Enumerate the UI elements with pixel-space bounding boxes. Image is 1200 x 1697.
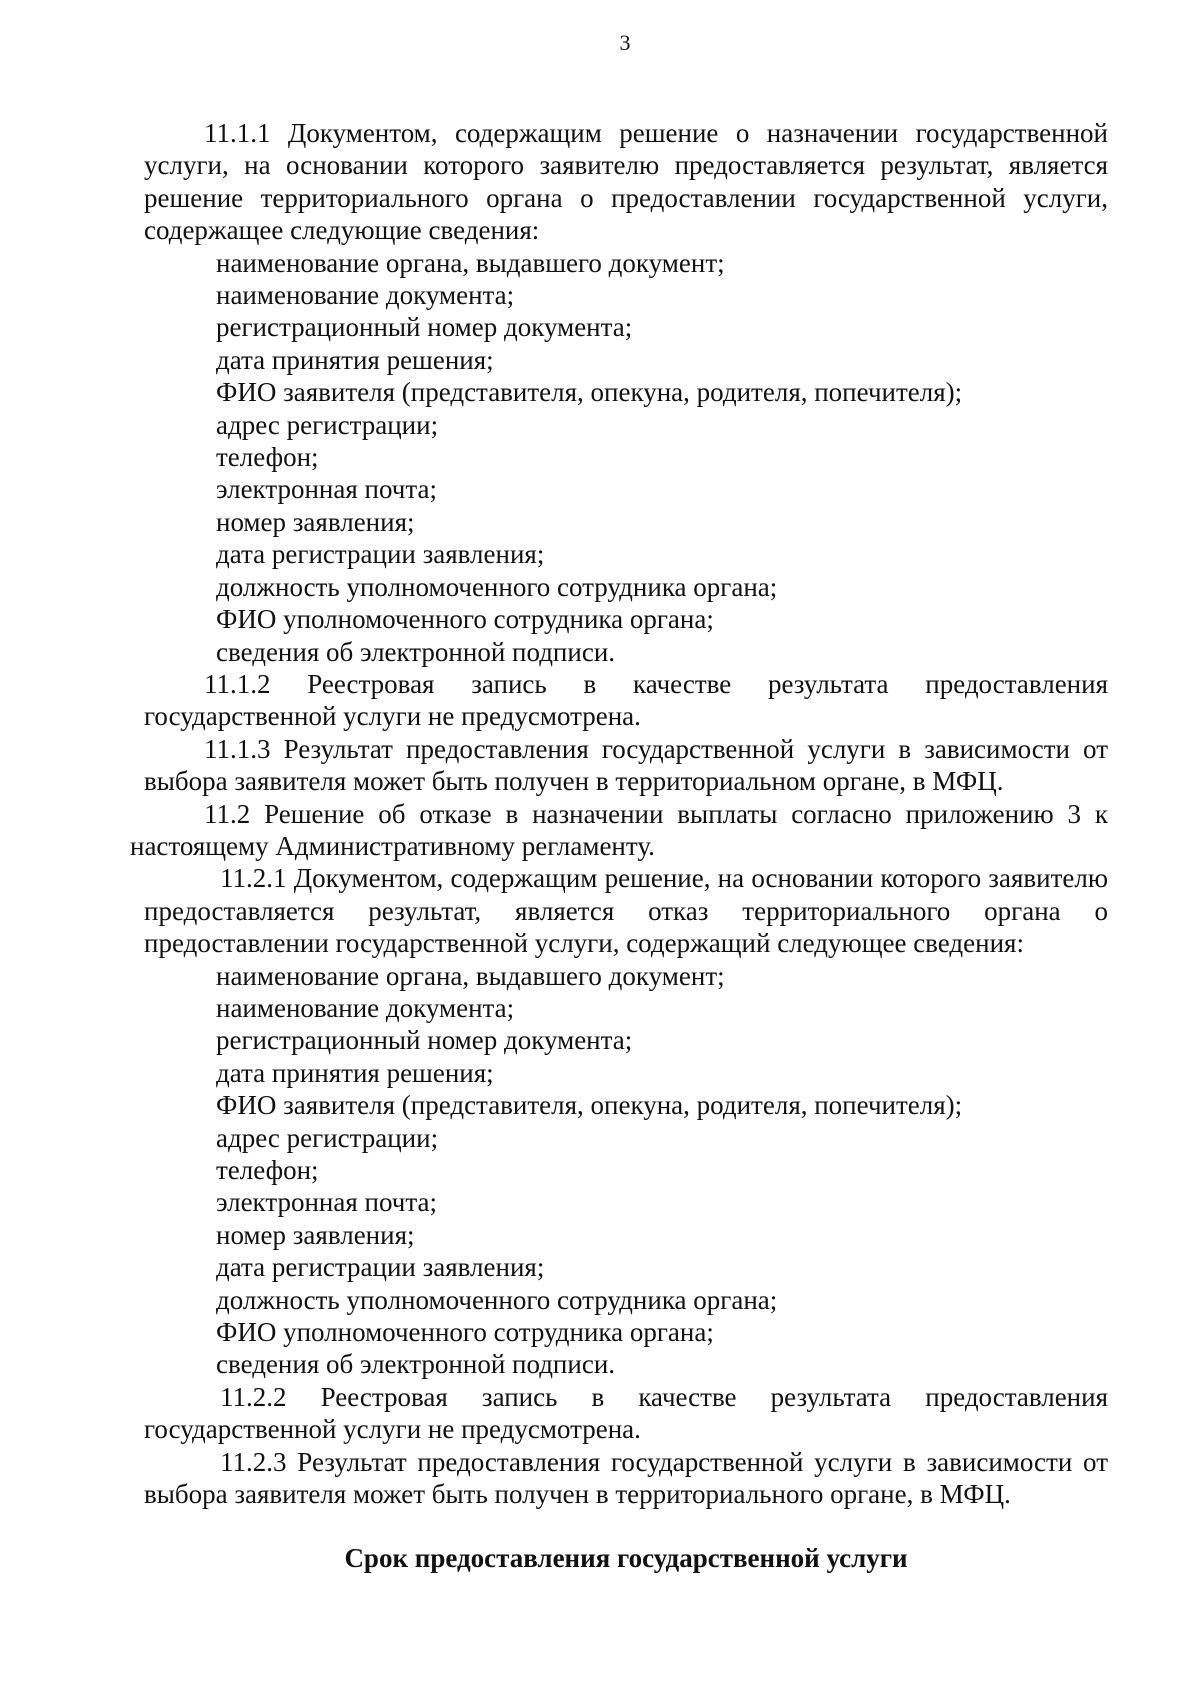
- list-item: дата регистрации заявления;: [216, 1252, 545, 1283]
- list-item: наименование органа, выдавшего документ;: [216, 960, 725, 991]
- paragraph-11-1-1: 11.1.1 Документом, содержащим решение о назначении государственной услуги, на основании которого заявителю предоставляется результат, является решение территориального органа о предоставлении государственной услуги, содержащее следующие сведения:: [144, 118, 1108, 246]
- list-item: дата принятия решения;: [216, 344, 494, 375]
- list-item: номер заявления;: [216, 1219, 415, 1250]
- list-item: наименование документа;: [216, 280, 515, 311]
- list-item: дата принятия решения;: [216, 1057, 494, 1088]
- paragraph-11-2: 11.2 Решение об отказе в назначении выплаты согласно приложению 3 к настоящему Административному регламенту.: [130, 798, 1108, 861]
- paragraph-11-1-2: 11.1.2 Реестровая запись в качестве результата предоставления государственной услуги не предусмотрена.: [144, 668, 1108, 732]
- list-item: телефон;: [216, 442, 319, 473]
- list-item: адрес регистрации;: [216, 409, 439, 440]
- list-item: телефон;: [216, 1155, 319, 1185]
- details-list-refusal: [144, 960, 1108, 1381]
- list-item: регистрационный номер документа;: [216, 312, 633, 343]
- page-number: 3: [619, 30, 631, 55]
- paragraph-11-2-1: 11.2.1 Документом, содержащим решение, на основании которого заявителю предоставляется результат, является отказ территориального органа о предоставлении государственной услуги, содержащий следующее сведения:: [144, 863, 1108, 959]
- list-item: ФИО уполномоченного сотрудника органа;: [216, 1317, 714, 1348]
- list-item: регистрационный номер документа;: [216, 1025, 633, 1056]
- list-item: ФИО заявителя (представителя, опекуна, родителя, попечителя);: [216, 1090, 963, 1121]
- list-item: наименование органа, выдавшего документ;: [216, 247, 725, 278]
- document-body: [130, 117, 1108, 1575]
- details-list-decision: [144, 247, 1108, 668]
- list-item: сведения об электронной подписи.: [216, 1349, 616, 1380]
- list-item: должность уполномоченного сотрудника органа;: [216, 571, 778, 602]
- section-heading: Срок предоставления государственной услуги: [344, 1543, 908, 1574]
- list-item: электронная почта;: [216, 474, 437, 505]
- list-item: ФИО заявителя (представителя, опекуна, родителя, попечителя);: [216, 377, 963, 408]
- list-item: должность уполномоченного сотрудника органа;: [216, 1284, 778, 1315]
- list-item: наименование документа;: [216, 992, 515, 1023]
- paragraph-11-2-3: 11.2.3 Результат предоставления государственной услуги в зависимости от выбора заявителя может быть получен в территориального органе, в МФЦ.: [144, 1446, 1108, 1510]
- list-item: адрес регистрации;: [216, 1122, 439, 1153]
- list-item: дата регистрации заявления;: [216, 539, 545, 570]
- paragraph-11-2-2: 11.2.2 Реестровая запись в качестве результата предоставления государственной услуги не предусмотрена.: [144, 1381, 1108, 1445]
- list-item: сведения об электронной подписи.: [216, 636, 616, 667]
- list-item: электронная почта;: [216, 1187, 437, 1218]
- paragraph-11-1-3: 11.1.3 Результат предоставления государственной услуги в зависимости от выбора заявителя может быть получен в территориальном органе, в МФЦ.: [144, 733, 1108, 797]
- list-item: номер заявления;: [216, 506, 415, 537]
- list-item: ФИО уполномоченного сотрудника органа;: [216, 604, 714, 635]
